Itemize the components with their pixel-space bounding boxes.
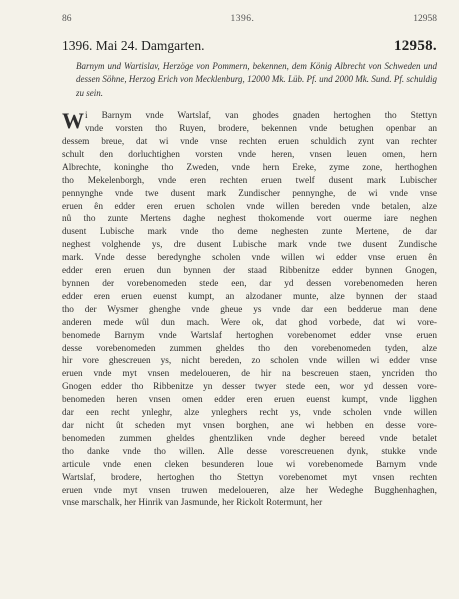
body-line: mark. Vnde desse beredynghe scholen vnde willen wi edder vnse eruen ên bbox=[62, 253, 437, 264]
body-line: hir vore ghescreuen ys, nicht bereden, zo scholen vnde willen wi edder vnse bbox=[62, 356, 437, 367]
body-line: tho der Wysmer ghenghe vnde gheue ys vnde dar een bedderue man dene bbox=[62, 304, 437, 315]
body-line: vnde vorsten tho Ruyen, brodere, bekennen vnde betughen openbar an bbox=[85, 124, 437, 135]
body-line: Albrechte, koninghe tho Zweden, vnde hern Ereke, zyme zone, herthoghen bbox=[62, 162, 437, 173]
body-line: benomeden zummen gheldes ghentzliken vnde degher bereed vnde betalet bbox=[62, 433, 437, 444]
body-line: i Barnym vnde Wartslaf, van ghodes gnaden hertoghen tho Stettyn bbox=[85, 111, 437, 122]
body-line: edder eren eruen dun bynnen der staad Ribbenitze edder bynnen Gnogen, bbox=[62, 266, 437, 277]
body-line: bynnen der vorebenomeden stede een, dar yd dessen vorebenomeden heren bbox=[62, 279, 437, 289]
body-line: eruen vnde myt vnsen medeloueren, de hir na bescreuen staen, yncriden tho bbox=[62, 369, 437, 380]
entry-number: 12958. bbox=[393, 38, 437, 54]
entry-summary: Barnym und Wartislav, Herzöge von Pommern, bekennen, dem König Albrecht von Schweden und dessen Söhne, Herzog Erich von Mecklenburg, 12000 Mk. Lüb. Pf. und 2000 Mk. Sund. Pf. schuldig zu sein. bbox=[76, 61, 437, 98]
body-line: neghest volghende ys, dre dusent Lubische mark vnde twe dusent Zundische bbox=[62, 240, 437, 251]
body-line: nû tho zunte Mertens daghe neghest thokomende vort ouerme iare neghen bbox=[62, 214, 437, 225]
body-line: dar nicht ût scheden myt vnsen borghen, ane wi hebben en desse vore- bbox=[62, 420, 437, 431]
entry-date-place: 1396. Mai 24. Damgarten. bbox=[62, 38, 205, 53]
running-doc-number: 12958 bbox=[413, 14, 437, 24]
body-line: pennynghe vnde twe dusent mark Zundischer pennynghe, de wi vnde vnse bbox=[62, 188, 437, 199]
drop-initial: W bbox=[62, 108, 84, 134]
body-lines bbox=[62, 110, 437, 510]
body-line: benomeden heren vnsen omen edder eren eruen euenst kumpt, vnde ligghen bbox=[62, 395, 437, 406]
body-line: dessem breue, dat wi vnde vnse rechten eruen schuldich zynt van rechter bbox=[62, 137, 437, 148]
body-line: edder eren eruen euenst kumpt, an alzodaner munte, alze bynnen der staad bbox=[62, 291, 437, 302]
body-line: schult den dorluchtighen vorsten vnde heren, vnsen leuen omen, hern bbox=[62, 149, 437, 160]
body-line: dar een recht ynleghr, alze ynleghers recht ys, vnde scholen vnde willen bbox=[62, 408, 437, 419]
body-line: benomede Barnym vnde Wartslaf hertoghen vorebenomet edder vnse eruen bbox=[62, 330, 437, 341]
body-line: tho Mekelenborgh, vnde eren rechten eruen twelf dusent mark Lubischer bbox=[62, 175, 437, 186]
body-line: anderen mede wûl dun mach. Were ok, dat ghod vorbede, dat wi vore- bbox=[62, 317, 437, 328]
running-year: 1396. bbox=[230, 14, 255, 24]
body-line: Gnogen edder tho Ribbenitze yn desser twyer stede een, wor yd dessen vore- bbox=[62, 382, 437, 393]
document-body bbox=[62, 110, 437, 510]
body-line: articule vnde enen cleken besunderen loue wi vorebenomede Barnym vnde bbox=[62, 459, 437, 470]
entry-heading bbox=[62, 38, 437, 55]
body-line: Wartslaf, brodere, hertoghen tho Stettyn vorebenomet myt vnsen rechten bbox=[62, 472, 437, 483]
body-line: vnse marschalk, her Hinrik van Jasmunde, her Rickolt Rotermunt, her bbox=[62, 498, 323, 509]
body-line: desse vorebenomeden zummen gheldes tho den vorebenomeden tyden, alze bbox=[62, 343, 437, 354]
body-line: dusent Lubische mark vnde tho deme neghesten zunte Mertene, de dar bbox=[62, 227, 437, 238]
running-head bbox=[62, 14, 437, 24]
page-number: 86 bbox=[62, 14, 72, 24]
body-line: eruen ên edder eren eruen scholen vnde willen bereden vnde betalen, alze bbox=[62, 201, 437, 212]
body-line: eruen vnde myt vnsen truwen medeloueren, alze her Wedeghe Bugghenhaghen, bbox=[62, 485, 437, 496]
body-line: tho danke vnde tho willen. Alle desse vorescreuenen dynk, stukke vnde bbox=[62, 446, 437, 457]
